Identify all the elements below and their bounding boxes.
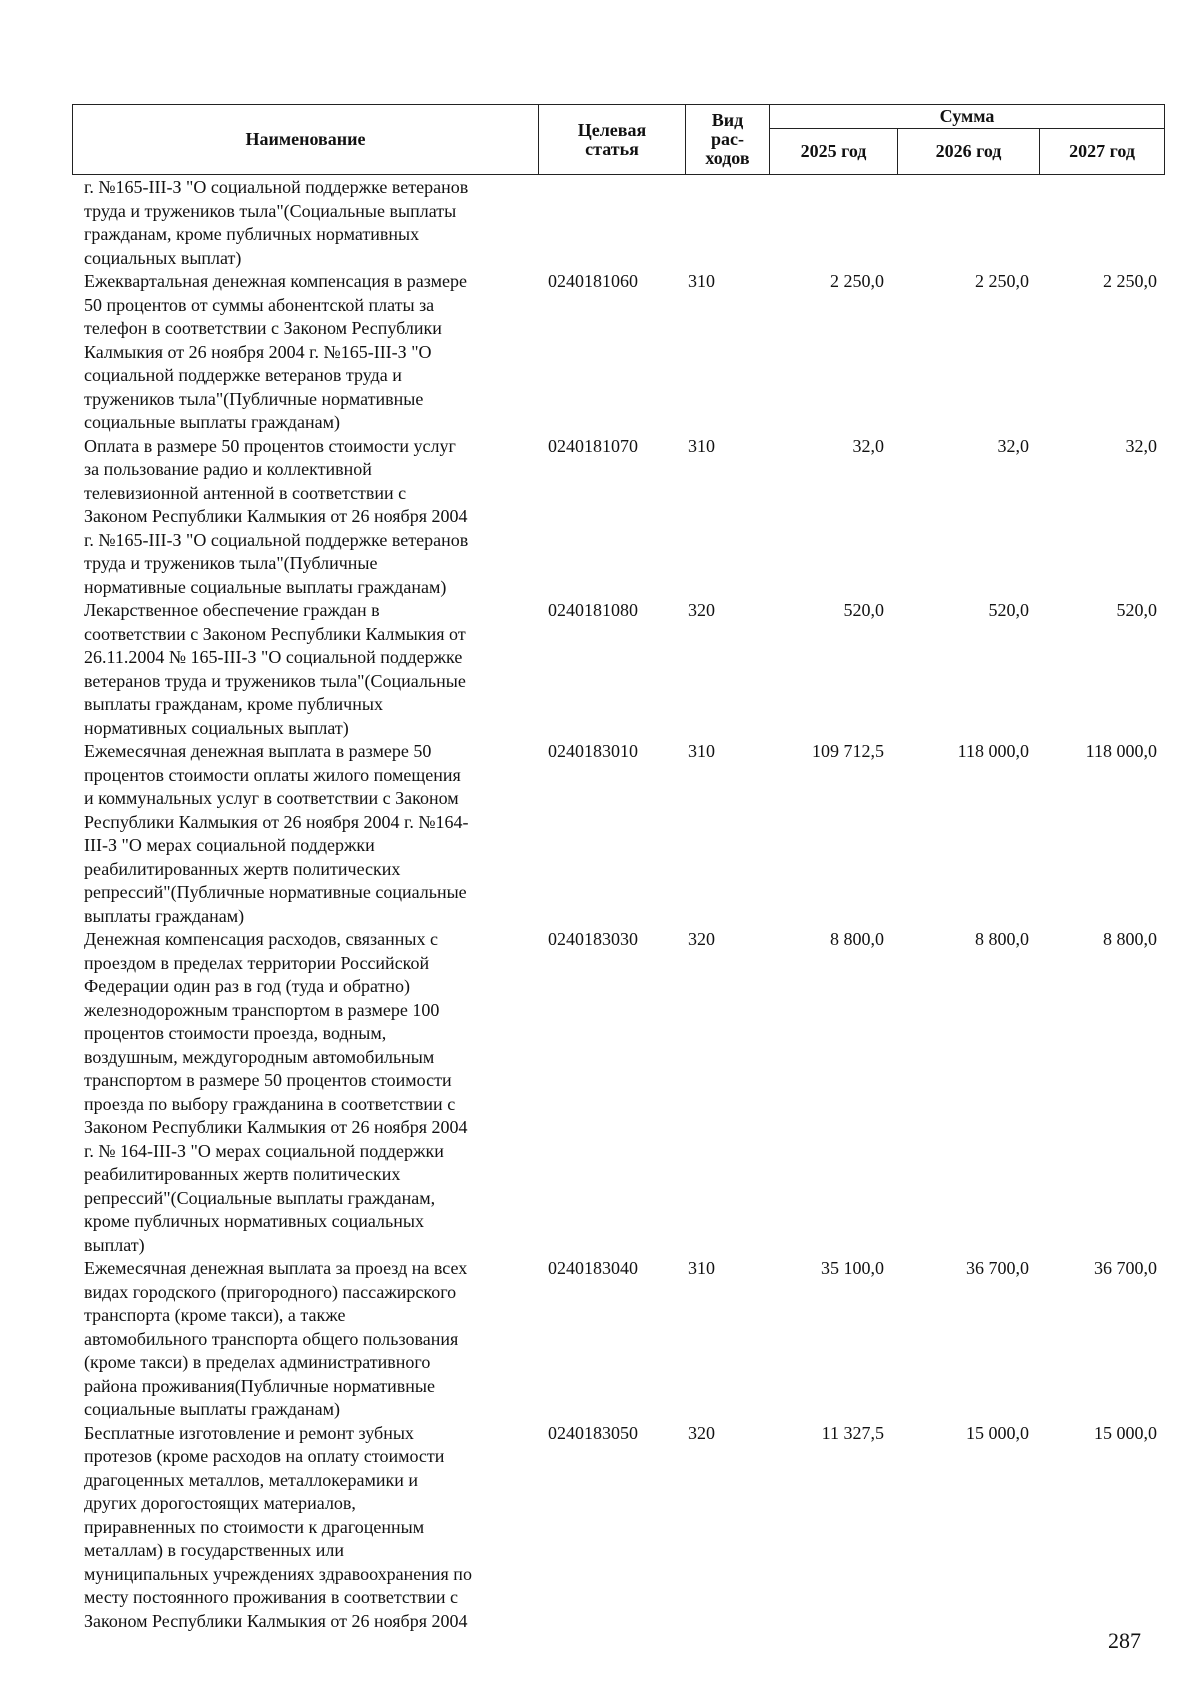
row-name: [84, 928, 534, 1257]
row-name-line: Законом Республики Калмыкия от 26 ноября 2004: [84, 1117, 468, 1137]
row-name-line: Ежеквартальная денежная компенсация в размере: [84, 271, 467, 291]
row-name-line: репрессий"(Публичные нормативные социальные: [84, 882, 467, 902]
row-amount-2025: 11 327,5: [821, 1422, 884, 1443]
row-name-line: Ежемесячная денежная выплата за проезд на всех: [84, 1258, 468, 1278]
table-row: [0, 740, 1200, 928]
row-name-line: Оплата в размере 50 процентов стоимости услуг: [84, 435, 456, 456]
row-name-line: социальных выплат): [84, 247, 242, 268]
row-amount-2027: 36 700,0: [1094, 1258, 1157, 1278]
row-name-line: г. №165-III-З "О социальной поддержке ветеранов: [84, 529, 469, 550]
header-2026: 2026 год: [898, 129, 1040, 175]
row-target-code: 0240183030: [548, 929, 638, 949]
row-name: [84, 176, 534, 270]
row-name-line: проездом в пределах территории Российской: [84, 952, 430, 973]
row-name-line: телефон в соответствии с Законом Республики: [84, 318, 442, 338]
row-name-line: воздушным, междугородным автомобильным: [84, 1046, 435, 1067]
row-name-line: нормативные социальные выплаты гражданам): [84, 576, 447, 597]
row-name-line: Денежная компенсация расходов, связанных с: [84, 929, 438, 949]
row-name: [84, 1257, 534, 1422]
row-name-line: III-З "О мерах социальной поддержки: [84, 835, 375, 855]
row-name-line: металлам) в государственных или: [84, 1540, 344, 1560]
row-name-line: реабилитированных жертв политических: [84, 1164, 401, 1184]
row-name-line: социальные выплаты гражданам): [84, 412, 340, 432]
row-name-line: протезов (кроме расходов на оплату стоимости: [84, 1446, 445, 1466]
row-amount-2026: 118 000,0: [957, 741, 1029, 761]
row-amount-2025: 32,0: [852, 435, 884, 456]
table-row: [0, 1422, 1200, 1634]
row-target-code: 0240183010: [548, 741, 638, 761]
row-name-line: муниципальных учреждениях здравоохранения по: [84, 1563, 472, 1584]
row-name-line: кроме публичных нормативных социальных: [84, 1211, 424, 1231]
table-row: [0, 176, 1200, 270]
row-target-code: 0240181060: [548, 271, 638, 291]
row-name-line: выплаты гражданам): [84, 905, 245, 926]
row-name-line: выплаты гражданам, кроме публичных: [84, 694, 383, 714]
row-name-line: соответствии с Законом Республики Калмыкия от: [84, 623, 466, 644]
row-name-line: Лекарственное обеспечение граждан в: [84, 600, 380, 620]
table-row: [0, 435, 1200, 600]
row-name: [84, 599, 534, 740]
row-name-line: социальные выплаты гражданам): [84, 1399, 340, 1419]
row-name-line: других дорогостоящих материалов,: [84, 1493, 356, 1513]
row-expense-type: 310: [688, 1258, 715, 1278]
table-header: [72, 104, 1165, 175]
row-amount-2027: 520,0: [1116, 600, 1157, 620]
header-2025: 2025 год: [770, 129, 898, 175]
row-name-line: нормативных социальных выплат): [84, 717, 349, 738]
row-name-line: Республики Калмыкия от 26 ноября 2004 г. №164-: [84, 811, 469, 832]
table-row: [0, 1257, 1200, 1422]
row-name-line: 26.11.2004 № 165-III-З "О социальной поддержке: [84, 647, 463, 667]
row-name: [84, 740, 534, 928]
row-name-line: труда и тружеников тыла"(Социальные выплаты: [84, 200, 457, 221]
row-name-line: железнодорожным транспортом в размере 100: [84, 999, 440, 1020]
row-expense-type: 320: [688, 929, 715, 949]
row-name-line: телевизионной антенной в соответствии с: [84, 482, 407, 503]
row-name-line: труда и тружеников тыла"(Публичные: [84, 553, 378, 573]
row-name-line: Законом Республики Калмыкия от 26 ноября 2004: [84, 1610, 468, 1631]
row-target-code: 0240181070: [548, 435, 638, 456]
row-amount-2027: 2 250,0: [1103, 271, 1157, 291]
row-name-line: процентов стоимости оплаты жилого помещения: [84, 764, 461, 785]
row-name-line: приравненных по стоимости к драгоценным: [84, 1516, 425, 1537]
page-number: 287: [1108, 1628, 1141, 1653]
header-2027: 2027 год: [1040, 129, 1165, 175]
row-amount-2025: 35 100,0: [821, 1258, 884, 1278]
header-code: Целевая статья: [539, 105, 686, 175]
row-name-line: г. № 164-III-З "О мерах социальной поддержки: [84, 1140, 444, 1161]
row-name-line: и коммунальных услуг в соответствии с Законом: [84, 788, 459, 808]
row-expense-type: 310: [688, 741, 715, 761]
row-amount-2025: 520,0: [843, 600, 884, 620]
row-amount-2026: 36 700,0: [966, 1258, 1029, 1278]
header-sum: Сумма: [770, 105, 1165, 129]
row-name: [84, 270, 534, 435]
header-vid: Вид рас- ходов: [686, 105, 770, 175]
row-amount-2025: 2 250,0: [830, 271, 884, 291]
row-name: [84, 435, 534, 600]
row-amount-2026: 15 000,0: [966, 1422, 1029, 1443]
row-amount-2027: 15 000,0: [1094, 1422, 1157, 1443]
row-name-line: выплат): [84, 1234, 145, 1255]
row-name-line: за пользование радио и коллективной: [84, 459, 372, 479]
row-name-line: Законом Республики Калмыкия от 26 ноября 2004: [84, 506, 468, 526]
row-amount-2026: 520,0: [988, 600, 1029, 620]
row-expense-type: 320: [688, 1422, 715, 1443]
row-amount-2026: 32,0: [997, 435, 1029, 456]
table-row: [0, 270, 1200, 435]
row-name-line: тружеников тыла"(Публичные нормативные: [84, 388, 424, 409]
row-amount-2026: 2 250,0: [975, 271, 1029, 291]
row-amount-2025: 8 800,0: [830, 929, 884, 949]
row-name-line: гражданам, кроме публичных нормативных: [84, 224, 420, 244]
row-name-line: г. №165-III-З "О социальной поддержке ветеранов: [84, 177, 469, 197]
row-amount-2027: 118 000,0: [1085, 741, 1157, 761]
row-name-line: драгоценных металлов, металлокерамики и: [84, 1469, 419, 1490]
row-name-line: процентов стоимости проезда, водным,: [84, 1023, 387, 1043]
row-name-line: (кроме такси) в пределах административного: [84, 1352, 431, 1372]
row-name-line: проезда по выбору гражданина в соответствии с: [84, 1093, 456, 1114]
row-name-line: Бесплатные изготовление и ремонт зубных: [84, 1422, 414, 1443]
row-target-code: 0240183050: [548, 1422, 638, 1443]
row-name-line: 50 процентов от суммы абонентской платы за: [84, 294, 435, 315]
row-name-line: Ежемесячная денежная выплата в размере 50: [84, 741, 432, 761]
row-expense-type: 310: [688, 271, 715, 291]
row-name-line: автомобильного транспорта общего пользования: [84, 1328, 459, 1349]
row-amount-2027: 32,0: [1125, 435, 1157, 456]
row-target-code: 0240181080: [548, 600, 638, 620]
table-body: [0, 176, 1200, 1633]
row-name-line: месту постоянного проживания в соответствии с: [84, 1587, 459, 1607]
row-name: [84, 1422, 534, 1634]
row-name-line: ветеранов труда и тружеников тыла"(Социальные: [84, 670, 466, 691]
row-target-code: 0240183040: [548, 1258, 638, 1278]
header-name: Наименование: [73, 105, 539, 175]
row-name-line: района проживания(Публичные нормативные: [84, 1375, 436, 1396]
table-row: [0, 599, 1200, 740]
row-name-line: Калмыкия от 26 ноября 2004 г. №165-III-З "О: [84, 341, 432, 362]
row-expense-type: 320: [688, 600, 715, 620]
row-amount-2027: 8 800,0: [1103, 929, 1157, 949]
row-name-line: репрессий"(Социальные выплаты гражданам,: [84, 1187, 436, 1208]
row-name-line: Федерации один раз в год (туда и обратно): [84, 976, 411, 996]
row-expense-type: 310: [688, 435, 715, 456]
table-row: [0, 928, 1200, 1257]
row-name-line: транспортом в размере 50 процентов стоимости: [84, 1070, 452, 1090]
row-name-line: реабилитированных жертв политических: [84, 858, 401, 879]
row-name-line: видах городского (пригородного) пассажирского: [84, 1281, 457, 1302]
row-name-line: социальной поддержке ветеранов труда и: [84, 365, 402, 385]
row-name-line: транспорта (кроме такси), а также: [84, 1305, 346, 1325]
row-amount-2025: 109 712,5: [812, 741, 884, 761]
row-amount-2026: 8 800,0: [975, 929, 1029, 949]
